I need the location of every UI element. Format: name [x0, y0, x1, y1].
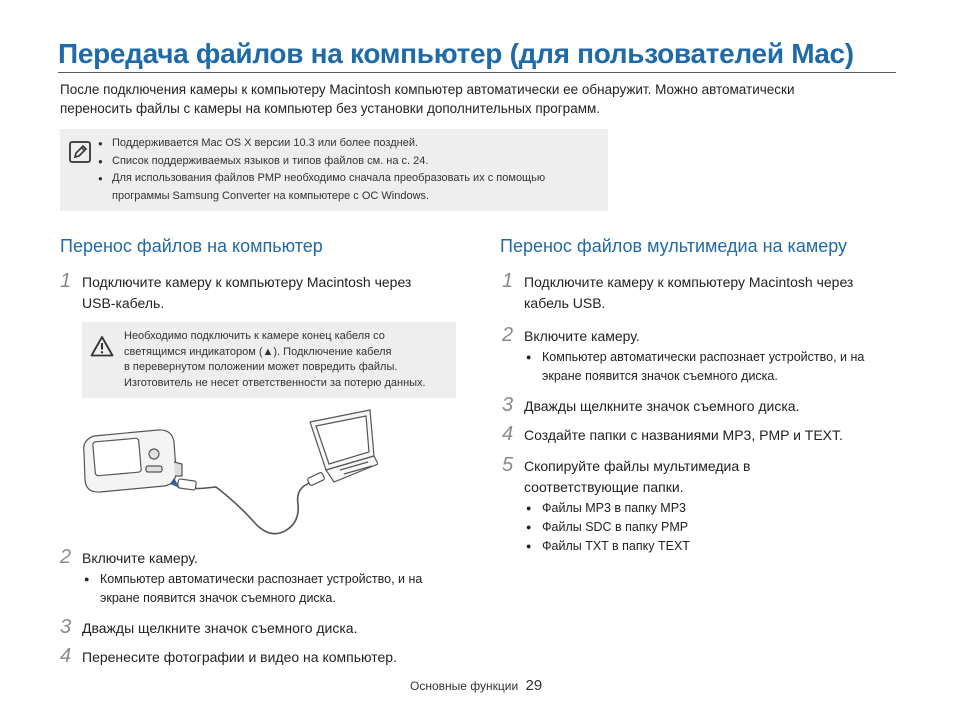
left-section-title: Перенос файлов на компьютер: [60, 236, 323, 256]
right-step-5-bullets: [524, 499, 922, 556]
step-text: Создайте папки с названиями MP3, PMP и TEXT.: [524, 427, 843, 443]
page-number: 29: [525, 677, 543, 694]
intro-line: После подключения камеры к компьютеру Macintosh компьютер автоматически ее обнаружит. Можно автоматически: [60, 82, 795, 97]
bullet-item: ● Файлы TXT в папку TEXT: [524, 537, 922, 556]
step-number: 2: [60, 546, 72, 568]
warning-box: [82, 322, 456, 398]
step-text: Дважды щелкните значок съемного диска.: [524, 398, 800, 414]
usb-cable: [182, 480, 314, 534]
right-section-title: Перенос файлов мультимедиа на камеру: [500, 236, 848, 256]
right-step-2: [502, 326, 922, 386]
right-step-2-bullets: [524, 348, 922, 386]
step-text: соответствующие папки.: [524, 479, 684, 495]
step-text: кабель USB.: [524, 295, 606, 311]
intro-paragraph: [60, 80, 880, 118]
left-step-3: [60, 618, 480, 639]
step-text: Дважды щелкните значок съемного диска.: [82, 620, 358, 636]
step-text: Перенесите фотографии и видео на компьютер.: [82, 649, 397, 665]
step-text: Подключите камеру к компьютеру Macintosh через: [524, 274, 854, 290]
step-text: Включите камеру.: [524, 328, 640, 344]
note-box: [60, 129, 608, 211]
left-step-2-bullets: [82, 570, 470, 608]
step-number: 1: [502, 270, 514, 292]
step-number: 3: [60, 616, 72, 638]
bullet-item-continuation: экране появится значок съемного диска.: [542, 369, 778, 383]
page-title: Передача файлов на компьютер (для пользователей Mac): [58, 38, 896, 73]
step-number: 3: [502, 394, 514, 416]
note-pencil-icon: [68, 140, 92, 164]
left-step-4: [60, 647, 480, 668]
bullet-item: ● Файлы MP3 в папку MP3: [524, 499, 922, 518]
note-list: [98, 135, 545, 205]
step-text: Включите камеру.: [82, 550, 198, 566]
step-number: 5: [502, 454, 514, 476]
camera-image: [84, 430, 182, 492]
left-step-1: [60, 272, 480, 314]
warning-line: в перевернутом положении может повредить файлы.: [124, 361, 398, 373]
note-item: ● Список поддерживаемых языков и типов файлов см. на с. 24.: [98, 153, 545, 171]
page-footer: [410, 677, 542, 694]
bullet-item: ● Компьютер автоматически распознает устройство, и на: [524, 348, 922, 367]
step-text: Подключите камеру к компьютеру Macintosh через: [82, 274, 412, 290]
warning-text: [124, 329, 426, 391]
bullet-item-continuation: экране появится значок съемного диска.: [100, 591, 336, 605]
camera-laptop-connection-illustration: [78, 404, 378, 554]
intro-line: переносить файлы с камеры на компьютер без установки дополнительных программ.: [60, 101, 601, 116]
note-item-continuation: программы Samsung Converter на компьютере с ОС Windows.: [112, 189, 430, 202]
right-step-1: [502, 272, 922, 314]
step-number: 4: [60, 645, 72, 667]
note-item: ● Для использования файлов PMP необходимо сначала преобразовать их с помощью: [98, 170, 545, 188]
warning-line: Необходимо подключить к камере конец кабеля со: [124, 330, 385, 342]
step-number: 2: [502, 324, 514, 346]
step-number: 4: [502, 423, 514, 445]
warning-triangle-icon: [90, 335, 114, 357]
right-step-3: [502, 396, 922, 417]
laptop-image: [310, 410, 378, 482]
right-step-5: [502, 456, 922, 556]
left-step-2: [60, 548, 470, 608]
warning-line: светящимся индикатором (▲). Подключение кабеля: [124, 345, 392, 358]
step-text: Скопируйте файлы мультимедиа в: [524, 458, 751, 474]
bullet-item: ● Компьютер автоматически распознает устройство, и на: [82, 570, 470, 589]
bullet-item: ● Файлы SDC в папку PMP: [524, 518, 922, 537]
footer-section-name: Основные функции: [410, 679, 519, 693]
step-text: USB-кабель.: [82, 295, 165, 311]
right-step-4: [502, 425, 922, 446]
step-number: 1: [60, 270, 72, 292]
note-item: ● Поддерживается Mac OS X версии 10.3 или более поздней.: [98, 135, 545, 153]
warning-line: Изготовитель не несет ответственности за потерю данных.: [124, 376, 426, 389]
